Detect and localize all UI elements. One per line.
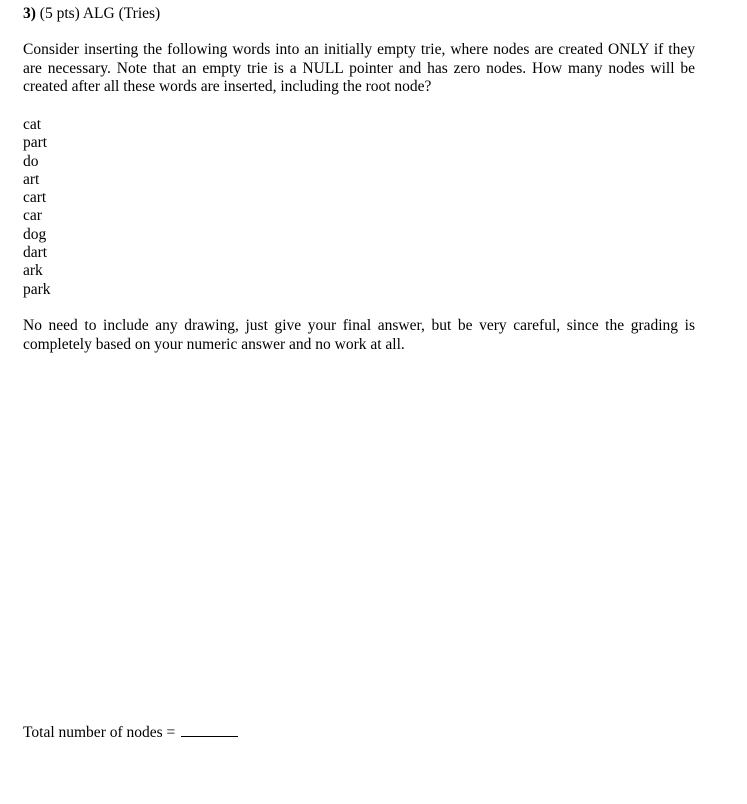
list-item: dart: [23, 244, 48, 262]
list-item: ark: [23, 262, 43, 280]
question-number: 3): [23, 5, 36, 22]
word-list: [23, 116, 51, 299]
answer-label: Total number of nodes =: [23, 724, 180, 741]
list-item: part: [23, 134, 48, 152]
list-item: car: [23, 207, 42, 225]
list-item: cat: [23, 116, 42, 133]
question-header: [23, 5, 160, 23]
list-item: cart: [23, 189, 47, 207]
question-prompt: Consider inserting the following words into an initially empty trie, where nodes are created ONLY if they are necessary. Note that an empty trie is a NULL pointer and has zero nodes. How many nodes will be created after all these words are inserted, including the root node?: [23, 41, 695, 95]
list-item: park: [23, 280, 51, 298]
list-item: dog: [23, 225, 47, 243]
list-item: do: [23, 152, 39, 170]
question-title: (5 pts) ALG (Tries): [35, 5, 161, 22]
instruction-note: No need to include any drawing, just give your final answer, but be very careful, since the grading is completely based on your numeric answer and no work at all.: [23, 317, 695, 353]
list-item: art: [23, 170, 40, 188]
answer-blank[interactable]: [181, 722, 238, 737]
answer-line: [23, 722, 238, 742]
